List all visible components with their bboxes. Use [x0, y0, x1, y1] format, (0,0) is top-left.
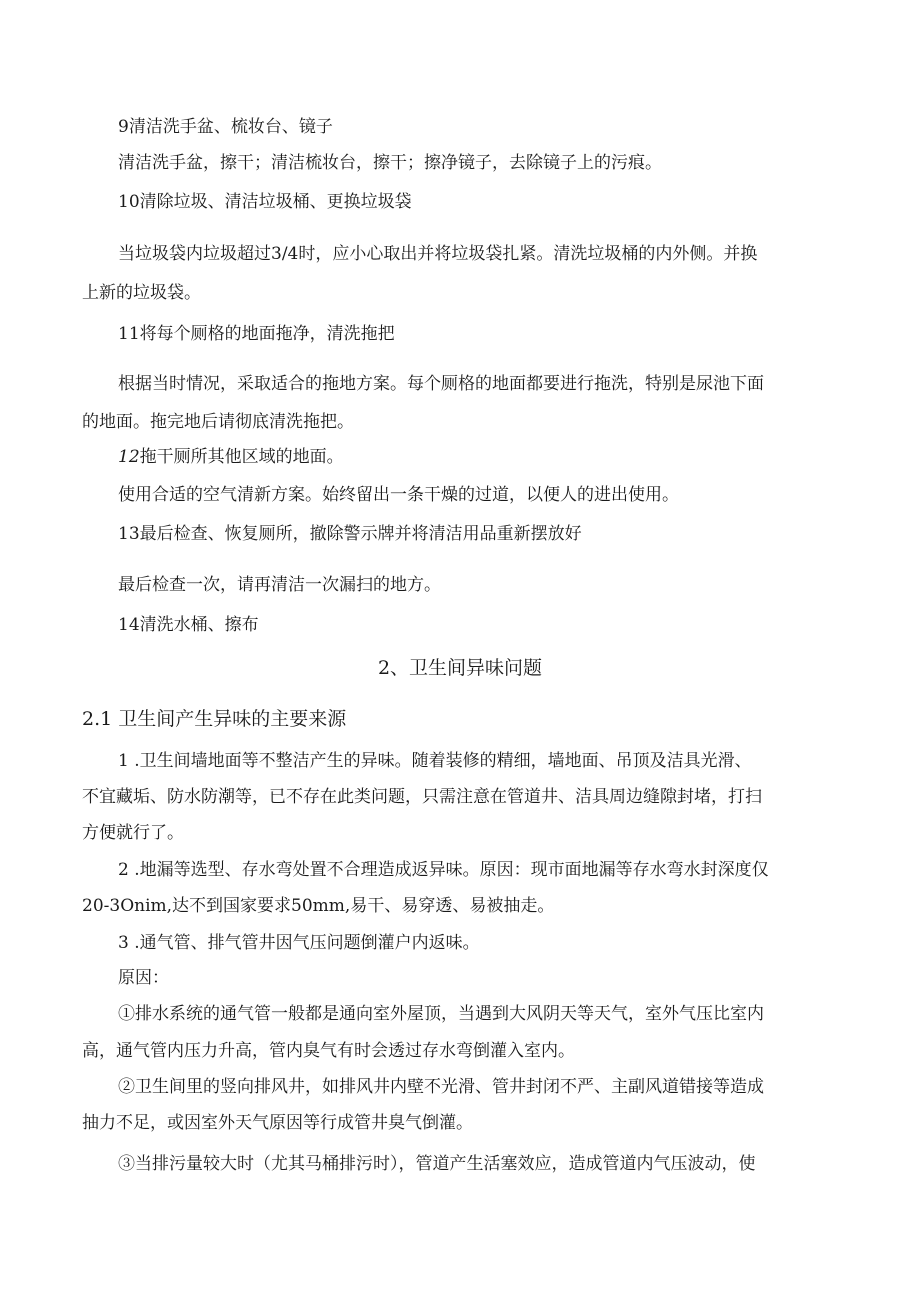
step-12-body: 使用合适的空气清新方案。始终留出一条干燥的过道，以便人的进出使用。 [118, 485, 679, 505]
step-10-body-line-2: 上新的垃圾袋。 [82, 283, 201, 303]
reason-2-line-1: ②卫生间里的竖向排风井，如排风井内壁不光滑、管井封闭不严、主副风道错接等造成 [118, 1077, 764, 1097]
step-11-body-line-2: 的地面。拖完地后请彻底清洗拖把。 [82, 412, 354, 432]
item-2-line-2: 20-3Onim,达不到国家要求50mm,易干、易穿透、易被抽走。 [82, 896, 555, 916]
step-10-heading: 10清除垃圾、清洁垃圾桶、更换垃圾袋 [118, 192, 412, 212]
step-12-heading-text: 拖干厕所其他区域的地面。 [139, 447, 344, 467]
item-2-line-1: 2 .地漏等选型、存水弯处置不合理造成返异味。原因：现市面地漏等存水弯水封深度仅 [118, 860, 769, 880]
step-11-body-line-1: 根据当时情况，采取适合的拖地方案。每个厕格的地面都要进行拖洗，特别是尿池下面 [118, 374, 764, 394]
item-1-line-3: 方便就行了。 [82, 823, 184, 843]
step-12-number: 12 [118, 447, 140, 467]
reason-3-line-1: ③当排污量较大时（尤其马桶排污时），管道产生活塞效应，造成管道内气压波动，使 [118, 1154, 756, 1174]
step-10-body-line-1: 当垃圾袋内垃圾超过3/4时，应小心取出并将垃圾袋扎紧。清洗垃圾桶的内外侧。并换 [118, 244, 758, 264]
reason-1-line-2: 高，通气管内压力升高，管内臭气有时会透过存水弯倒灌入室内。 [82, 1041, 575, 1061]
reason-2-line-2: 抽力不足，或因室外天气原因等行成管井臭气倒灌。 [82, 1113, 473, 1133]
step-12-heading [118, 446, 344, 468]
step-9-heading: 9清洁洗手盆、梳妆台、镜子 [118, 117, 333, 137]
reason-1-line-1: ①排水系统的通气管一般都是通向室外屋顶，当遇到大风阴天等天气，室外气压比室内 [118, 1004, 764, 1024]
step-13-body: 最后检查一次，请再清洁一次漏扫的地方。 [118, 575, 441, 595]
step-11-heading: 11将每个厕格的地面拖净，清洗拖把 [118, 324, 395, 344]
section-2-title: 2、卫生间异味问题 [377, 657, 543, 679]
item-3-line-1: 3 .通气管、排气管井因气压问题倒灌户内返味。 [118, 933, 480, 953]
step-13-heading: 13最后检查、恢复厕所，撤除警示牌并将清洁用品重新摆放好 [118, 524, 582, 544]
step-9-body: 清洁洗手盆，擦干；清洁梳妆台，擦干；擦净镜子，去除镜子上的污痕。 [118, 153, 662, 173]
step-14-heading: 14清洗水桶、擦布 [118, 615, 259, 635]
reason-label: 原因： [118, 968, 169, 988]
item-1-line-1: 1 .卫生间墙地面等不整洁产生的异味。随着装修的精细，墙地面、吊顶及洁具光滑、 [118, 751, 752, 771]
item-1-line-2: 不宜藏垢、防水防潮等，已不存在此类问题，只需注意在管道井、洁具周边缝隙封堵，打扫 [82, 787, 762, 807]
section-2-1-title: 2.1 卫生间产生异味的主要来源 [82, 708, 347, 730]
